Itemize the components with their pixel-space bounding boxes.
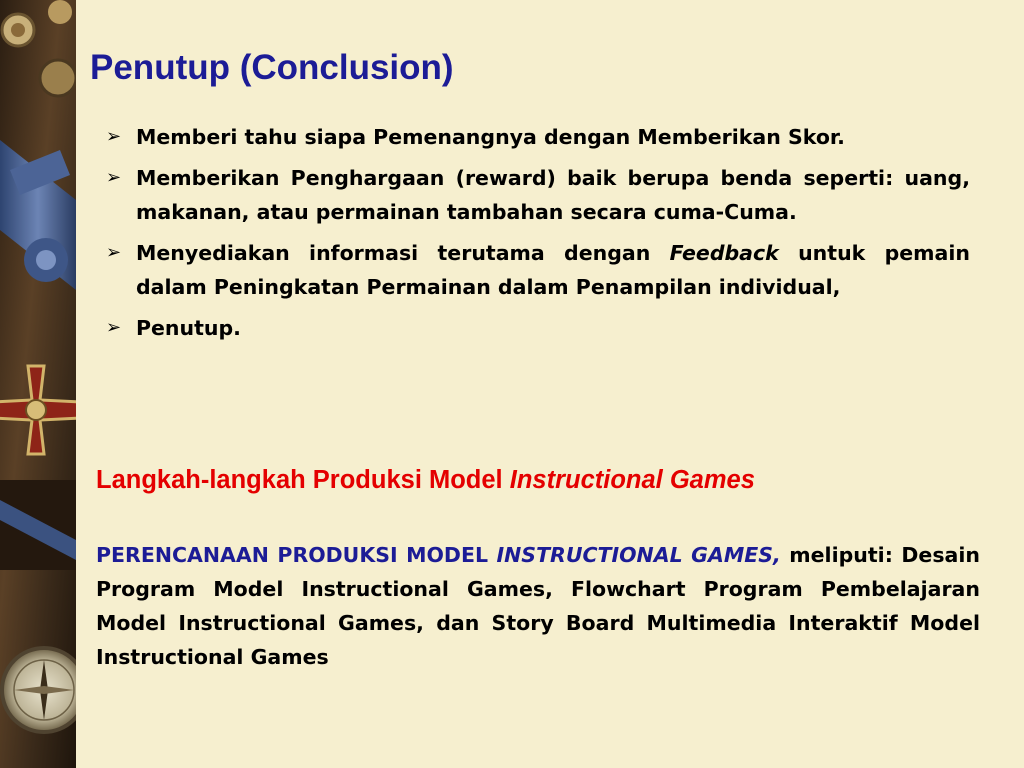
arrow-bullet-icon: ➢ <box>106 167 122 188</box>
bullet-text: Memberi tahu siapa Pemenangnya dengan Memberikan Skor. <box>136 125 845 149</box>
decorative-side-image <box>0 0 76 768</box>
paragraph-body: meliputi: Desain Program Model Instructional Games, Flowchart Program Pembelajaran Model Instructional Games, dan Story Board Multimedia Interaktif Model Instructional Games <box>96 543 980 669</box>
bullet-emphasis: Feedback <box>669 241 779 265</box>
bullet-text <box>136 241 970 299</box>
section-subheading <box>96 466 755 495</box>
bullet-item <box>106 120 970 154</box>
paragraph-lead <box>96 543 781 567</box>
bullet-list <box>106 120 970 352</box>
bullet-text-part: Menyediakan informasi terutama dengan <box>136 241 670 265</box>
subheading-bold: Langkah-langkah <box>96 466 306 494</box>
planning-paragraph <box>96 538 980 674</box>
bullet-text: Memberikan Penghargaan (reward) baik berupa benda seperti: uang, makanan, atau permainan tambahan secara cuma-Cuma. <box>136 166 970 224</box>
subheading-normal: Produksi Model <box>305 466 510 494</box>
bullet-item <box>106 236 970 304</box>
arrow-bullet-icon: ➢ <box>106 317 122 338</box>
bullet-text: Penutup. <box>136 316 241 340</box>
bullet-item <box>106 311 970 345</box>
arrow-bullet-icon: ➢ <box>106 242 122 263</box>
paragraph-lead-italic: INSTRUCTIONAL GAMES, <box>496 543 781 567</box>
subheading-italic: Instructional Games <box>509 466 755 494</box>
bullet-text-part: untuk pemain dalam Peningkatan Permainan dalam Penampilan individual, <box>136 241 970 299</box>
bullet-item <box>106 161 970 229</box>
slide-title: Penutup (Conclusion) <box>90 48 454 87</box>
arrow-bullet-icon: ➢ <box>106 126 122 147</box>
paragraph-lead-text: PERENCANAAN PRODUKSI MODEL <box>96 543 497 567</box>
